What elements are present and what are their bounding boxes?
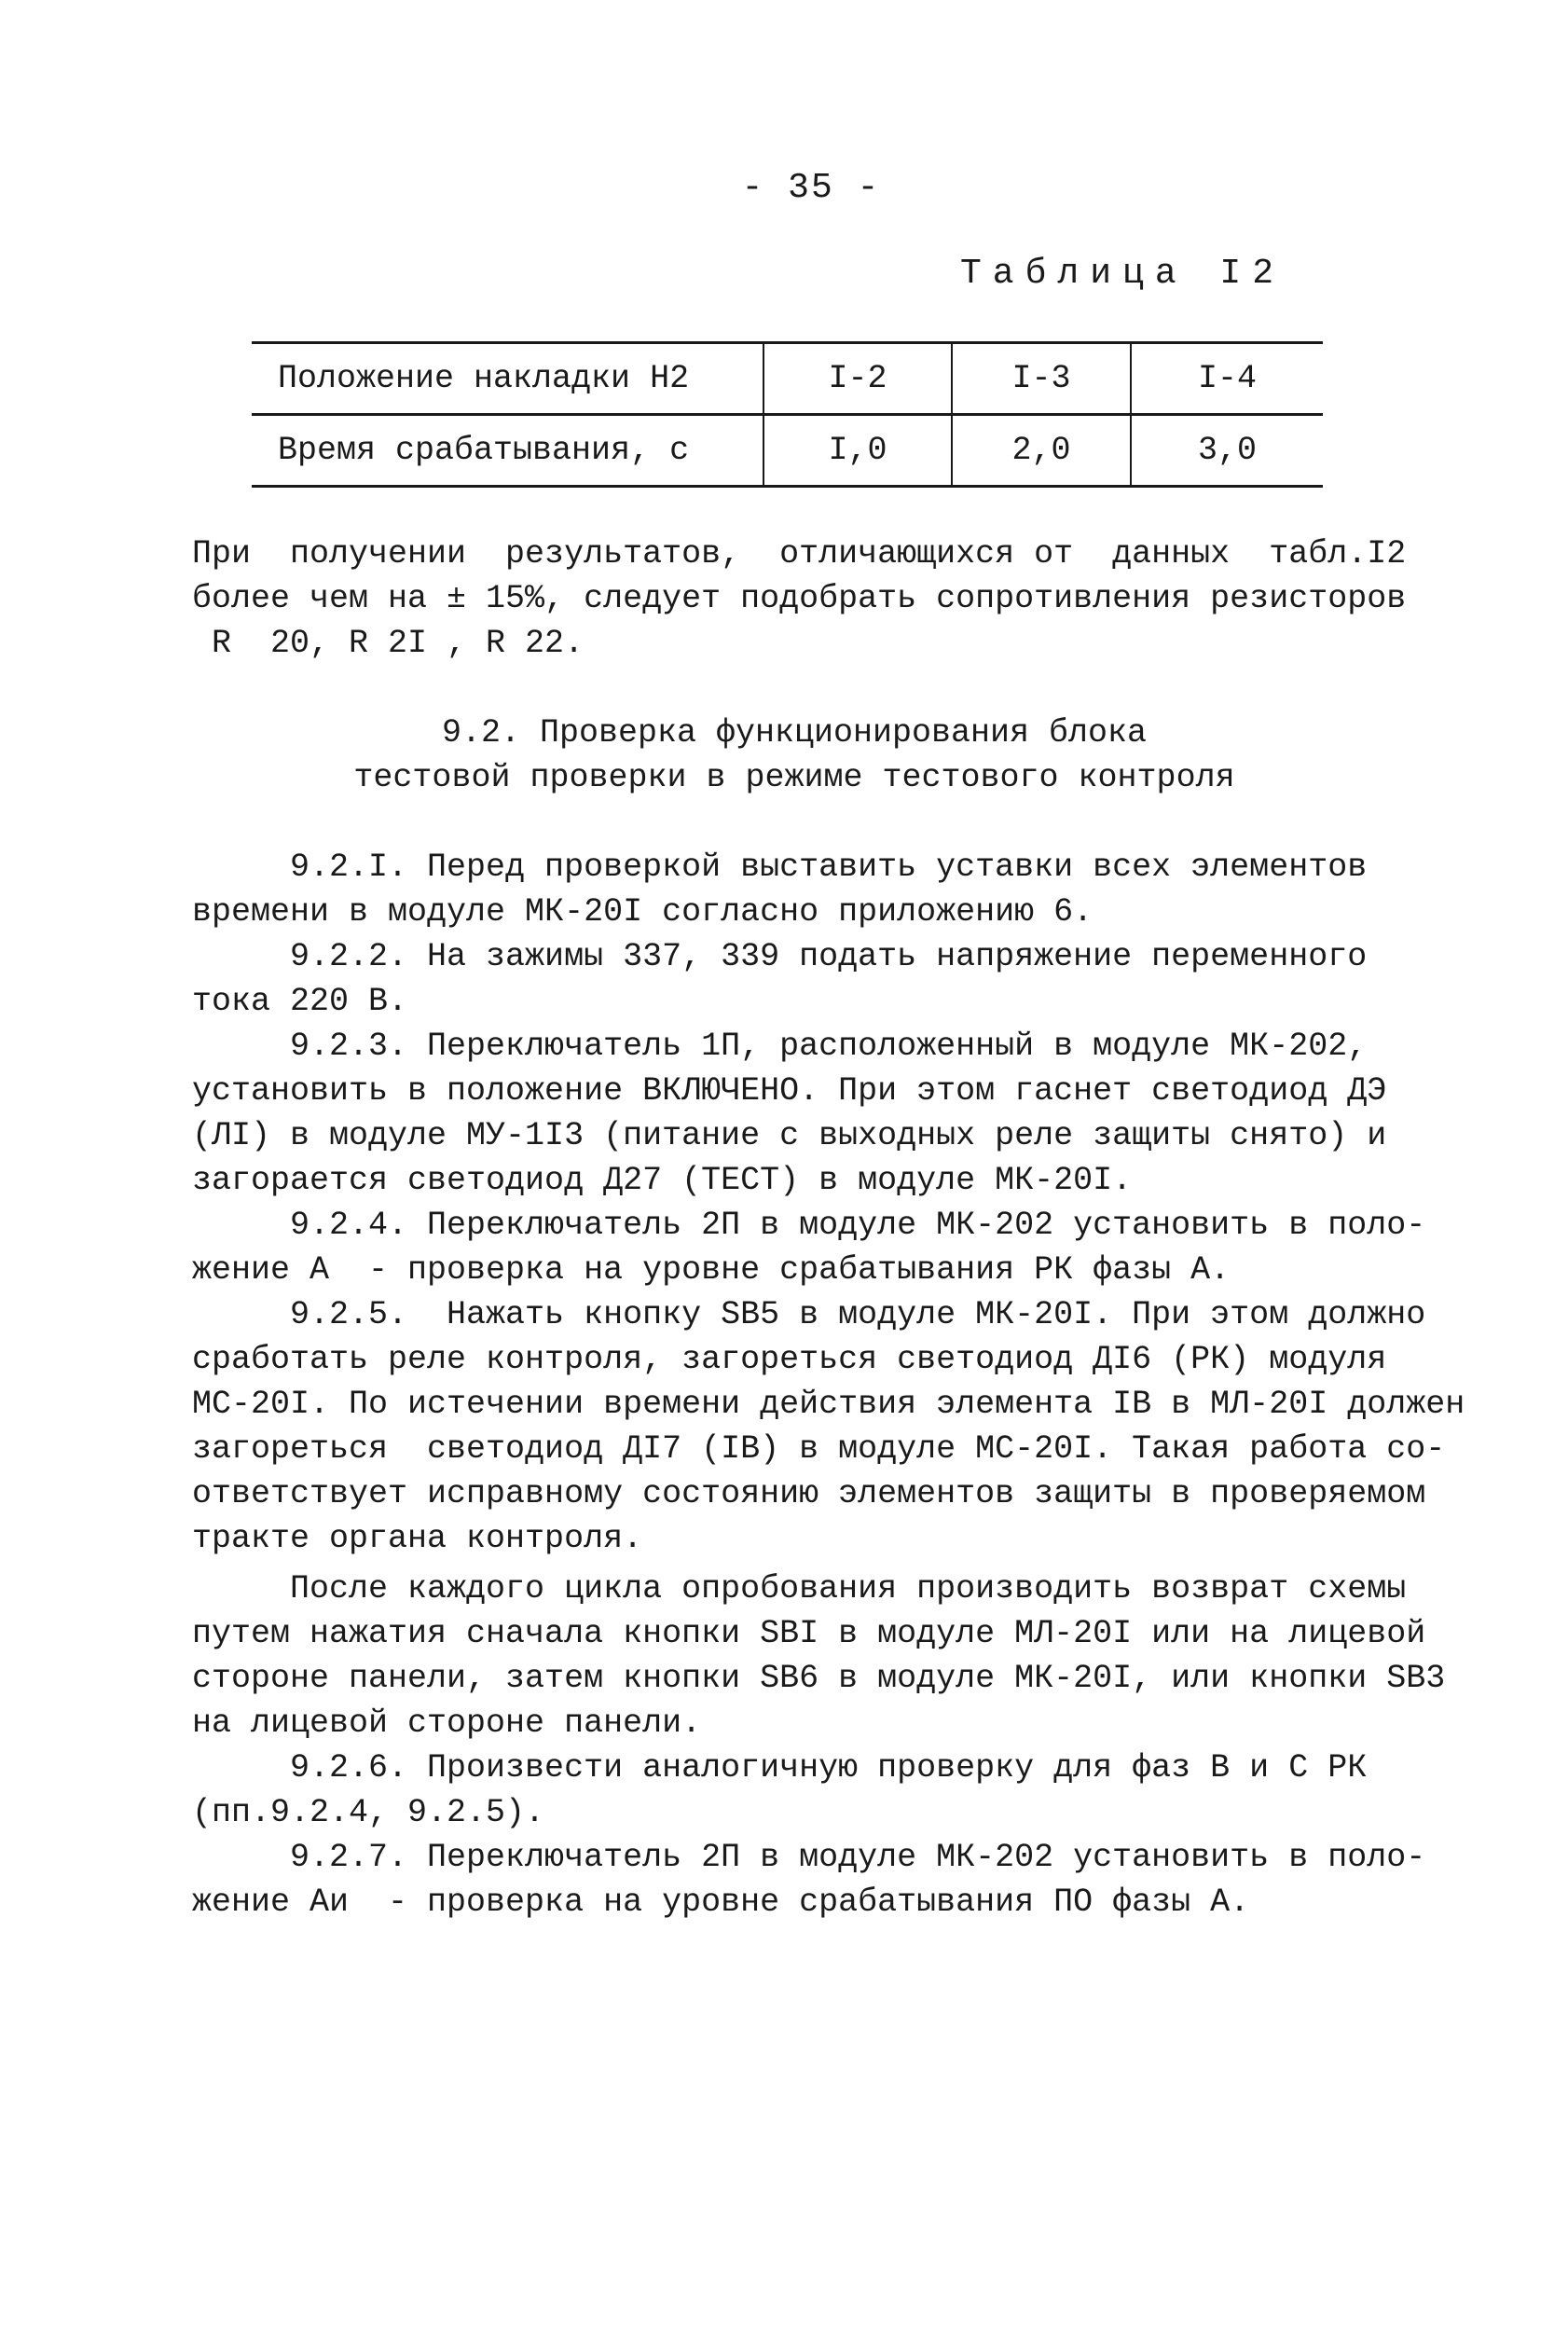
text-line: тока 220 В. (192, 983, 408, 1020)
table-cell: I-2 (763, 343, 952, 415)
section-heading: тестовой проверки в режиме тестового контроля (353, 759, 1235, 796)
table-cell: Положение накладки Н2 (252, 343, 763, 415)
table-cell: I-3 (952, 343, 1131, 415)
text-line: сработать реле контроля, загореться светодиод ДI6 (РК) модуля (192, 1341, 1387, 1378)
page-number: - 35 - (741, 168, 881, 208)
section-heading: 9.2. Проверка функционирования блока (441, 714, 1148, 752)
text-line: жение Аи - проверка на уровне срабатывания ПО фазы А. (192, 1884, 1250, 1921)
table-row (252, 415, 1323, 487)
table-cell: I,0 (763, 415, 952, 487)
text-line: После каждого цикла опробования производить возврат схемы (192, 1570, 1407, 1608)
text-line: времени в модуле МК-20I согласно приложению 6. (192, 893, 1093, 931)
table-cell: 2,0 (952, 415, 1131, 487)
text-line: 9.2.5. Нажать кнопку SB5 в модуле МК-20I. При этом должно (192, 1296, 1426, 1333)
table-cell: Время срабатывания, с (252, 415, 763, 487)
text-line: ответствует исправному состоянию элементов защиты в проверяемом (192, 1475, 1426, 1512)
text-line: 9.2.6. Произвести аналогичную проверку для фаз В и С РК (192, 1749, 1368, 1787)
text-line: загорается светодиод Д27 (ТЕСТ) в модуле МК-20I. (192, 1162, 1133, 1199)
table-cell: 3,0 (1131, 415, 1323, 487)
text-line: на лицевой стороне панели. (192, 1704, 702, 1742)
text-line: R 20, R 2I , R 22. (192, 625, 585, 662)
text-line: загореться светодиод ДI7 (IВ) в модуле МС-20I. Такая работа со- (192, 1430, 1446, 1468)
table-row (252, 343, 1323, 415)
text-line: 9.2.3. Переключатель 1П, расположенный в модуле МК-202, (192, 1028, 1368, 1065)
text-line: 9.2.I. Перед проверкой выставить уставки всех элементов (192, 849, 1368, 886)
text-line: МС-20I. По истечении времени действия элемента IВ в МЛ-20I должен (192, 1386, 1465, 1423)
text-line: установить в положение ВКЛЮЧЕНО. При этом гаснет светодиод ДЭ (192, 1072, 1387, 1110)
settings-table (252, 341, 1323, 488)
text-line: стороне панели, затем кнопки SB6 в модуле МК-20I, или кнопки SB3 (192, 1660, 1446, 1697)
text-line: 9.2.2. На зажимы 337, 339 подать напряжение переменного (192, 938, 1368, 975)
text-line: (ЛI) в модуле МУ-1I3 (питание с выходных реле защиты снято) и (192, 1117, 1387, 1154)
text-line: 9.2.7. Переключатель 2П в модуле МК-202 установить в поло- (192, 1839, 1426, 1876)
table-caption: Таблица I2 (960, 254, 1286, 294)
text-line: путем нажатия сначала кнопки SBI в модуле МЛ-20I или на лицевой (192, 1615, 1426, 1652)
text-line: тракте органа контроля. (192, 1520, 643, 1557)
text-line: При получении результатов, отличающихся от данных табл.I2 (192, 535, 1407, 573)
text-line: жение А - проверка на уровне срабатывания РК фазы А. (192, 1251, 1231, 1289)
text-line: более чем на ± 15%, следует подобрать сопротивления резисторов (192, 580, 1407, 617)
text-line: 9.2.4. Переключатель 2П в модуле МК-202 установить в поло- (192, 1207, 1426, 1244)
table-cell: I-4 (1131, 343, 1323, 415)
text-line: (пп.9.2.4, 9.2.5). (192, 1794, 545, 1831)
